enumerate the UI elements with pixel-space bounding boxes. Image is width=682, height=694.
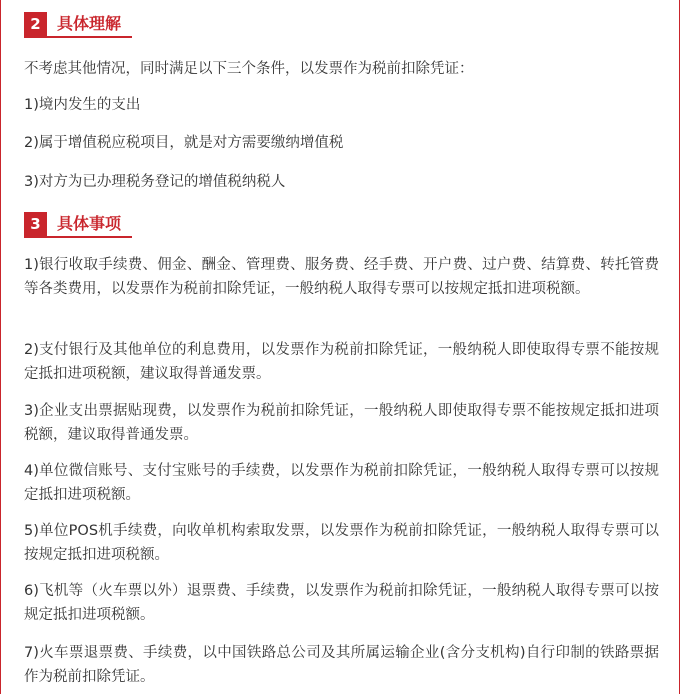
section-3-item-5: 5)单位POS机手续费，向收单机构索取发票，以发票作为税前扣除凭证，一般纳税人取得专票可以按规定抵扣进项税额。 — [24, 523, 659, 563]
section-3-item-3: 3)企业支出票据贴现费，以发票作为税前扣除凭证，一般纳税人即使取得专票不能按规定抵扣进项税额，建议取得普通发票。 — [24, 403, 659, 443]
section-3-item-1: 1)银行收取手续费、佣金、酬金、管理费、服务费、经手费、开户费、过户费、结算费、转托管费等各类费用，以发票作为税前扣除凭证，一般纳税人取得专票可以按规定抵扣进项税额。 — [24, 257, 659, 297]
section-3-item-6: 6)飞机等（火车票以外）退票费、手续费，以发票作为税前扣除凭证，一般纳税人取得专票可以按规定抵扣进项税额。 — [24, 583, 659, 623]
section-2-item-2: 2)属于增值税应税项目，就是对方需要缴纳增值税 — [24, 135, 344, 151]
section-2-heading — [24, 6, 121, 38]
section-2-number-badge: 2 — [24, 12, 47, 36]
section-3-heading — [24, 206, 121, 238]
section-3-item-7: 7)火车票退票费、手续费，以中国铁路总公司及其所属运输企业(含分支机构)自行印制的铁路票据作为税前扣除凭证。 — [24, 645, 659, 685]
section-2-item-3: 3)对方为已办理税务登记的增值税纳税人 — [24, 174, 286, 190]
section-3-item-4: 4)单位微信账号、支付宝账号的手续费，以发票作为税前扣除凭证，一般纳税人取得专票可以按规定抵扣进项税额。 — [24, 463, 659, 503]
section-3-item-2: 2)支付银行及其他单位的利息费用，以发票作为税前扣除凭证，一般纳税人即使取得专票不能按规定抵扣进项税额，建议取得普通发票。 — [24, 342, 659, 382]
section-2-intro: 不考虑其他情况，同时满足以下三个条件，以发票作为税前扣除凭证： — [24, 61, 474, 77]
section-2-underline — [24, 36, 132, 38]
section-3-title: 具体事项 — [57, 214, 122, 233]
section-3-number-badge: 3 — [24, 212, 47, 236]
section-2-title: 具体理解 — [57, 14, 122, 33]
section-3-underline — [24, 236, 132, 238]
section-2-item-1: 1)境内发生的支出 — [24, 97, 141, 113]
